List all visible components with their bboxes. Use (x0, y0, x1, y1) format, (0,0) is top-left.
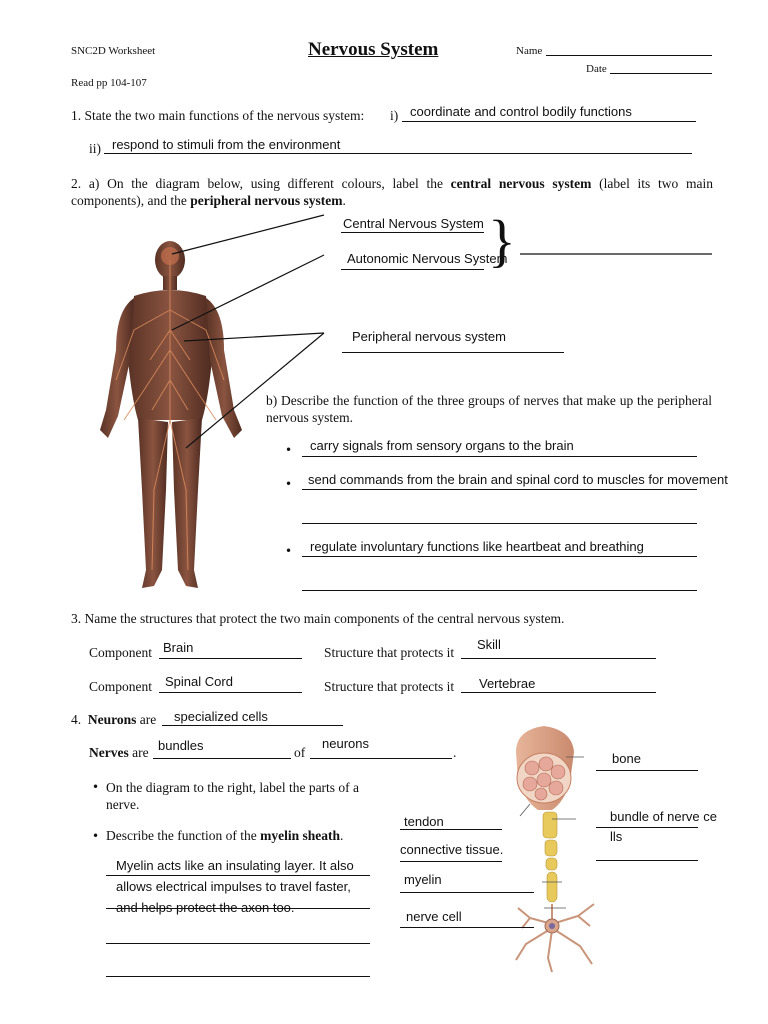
q2b-answer-2[interactable]: send commands from the brain and spinal cord to muscles for movement (308, 472, 728, 487)
q3-component-1[interactable]: Brain (163, 640, 194, 655)
nerve-line-tendon (400, 829, 502, 830)
q3-protects-label-2: Structure that protects it (324, 679, 455, 694)
q3-protects-label-1: Structure that protects it (324, 645, 455, 660)
q4-neurons-answer[interactable]: specialized cells (174, 709, 268, 724)
nerve-label-bone[interactable]: bone (612, 751, 641, 766)
q3-component-2[interactable]: Spinal Cord (165, 674, 233, 689)
label-cns[interactable]: Central Nervous System (343, 216, 484, 231)
reading-label: Read pp 104-107 (71, 77, 147, 89)
nerve-line-myelin (400, 892, 534, 893)
q4-bullet-1: On the diagram to the right, label the parts of a nerve. (106, 780, 360, 812)
q4-bullet-2: Describe the function of the myelin sheath. (106, 828, 344, 843)
q3-structure-2[interactable]: Vertebrae (479, 676, 536, 691)
nerve-label-tendon[interactable]: tendon (404, 814, 444, 829)
q1-ii-label: ii) (89, 141, 101, 156)
q2b-answer-3[interactable]: regulate involuntary functions like heartbeat and breathing (310, 539, 644, 554)
nerve-line-connective (400, 861, 502, 862)
nerve-label-bundle-2[interactable]: lls (610, 829, 623, 844)
q4-nerves-answer-1[interactable]: bundles (158, 738, 204, 753)
q3-component-label-2: Component (89, 679, 152, 694)
date-label: Date (586, 63, 607, 75)
bullet-icon: • (285, 544, 293, 558)
brace-icon: } (488, 208, 516, 273)
nerve-label-nerve-cell[interactable]: nerve cell (406, 909, 462, 924)
myelin-answer-2[interactable]: allows electrical impulses to travel faster, (116, 879, 351, 894)
bullet-icon: • (285, 443, 293, 457)
nerve-label-connective[interactable]: connective tissue. (400, 842, 504, 857)
nerve-line-nerve-cell (400, 927, 534, 928)
q2b-answer-1[interactable]: carry signals from sensory organs to the brain (310, 438, 574, 453)
q1-ii-answer[interactable]: respond to stimuli from the environment (112, 137, 341, 152)
bullet-icon: • (92, 780, 100, 794)
q3-structure-1[interactable]: Skill (477, 637, 501, 652)
q1-i-answer[interactable]: coordinate and control bodily functions (410, 104, 632, 119)
q3-component-label-1: Component (89, 645, 152, 660)
q4-neurons-line: 4. Neurons are (71, 712, 157, 727)
q1-prompt: 1. State the two main functions of the nervous system: (71, 108, 365, 123)
myelin-answer-1[interactable]: Myelin acts like an insulating layer. It also (116, 858, 354, 873)
q3-prompt: 3. Name the structures that protect the two main components of the central nervous system. (71, 611, 565, 626)
bullet-icon: • (285, 477, 293, 491)
myelin-answer-3[interactable]: and helps protect the axon too. (116, 900, 295, 915)
q4-nerves-answer-2[interactable]: neurons (322, 736, 369, 751)
name-label: Name (516, 45, 543, 57)
q4-of-label: of (294, 745, 306, 760)
bullet-icon: • (92, 829, 100, 843)
page-title: Nervous System (308, 39, 439, 60)
q4-nerves-label: Nerves are (89, 745, 149, 760)
label-ans[interactable]: Autonomic Nervous System (347, 251, 508, 266)
q2b-text: b) Describe the function of the three groups of nerves that make up the peripheral nervous system. (266, 393, 712, 425)
q4-period: . (453, 745, 457, 760)
q2a-text: 2. a) On the diagram below, using different colours, label the central nervous system (label its two main components), and the peripheral nervous system. (71, 176, 714, 208)
label-pns[interactable]: Peripheral nervous system (352, 329, 506, 344)
nerve-line-bundle (596, 827, 698, 828)
nerve-line-bone (596, 770, 698, 771)
course-label: SNC2D Worksheet (71, 45, 156, 57)
nerve-label-bundle[interactable]: bundle of nerve ce (610, 809, 717, 824)
nerve-line-bundle-2 (596, 860, 698, 861)
q1-i-label: i) (390, 108, 399, 123)
nerve-label-myelin[interactable]: myelin (404, 872, 442, 887)
